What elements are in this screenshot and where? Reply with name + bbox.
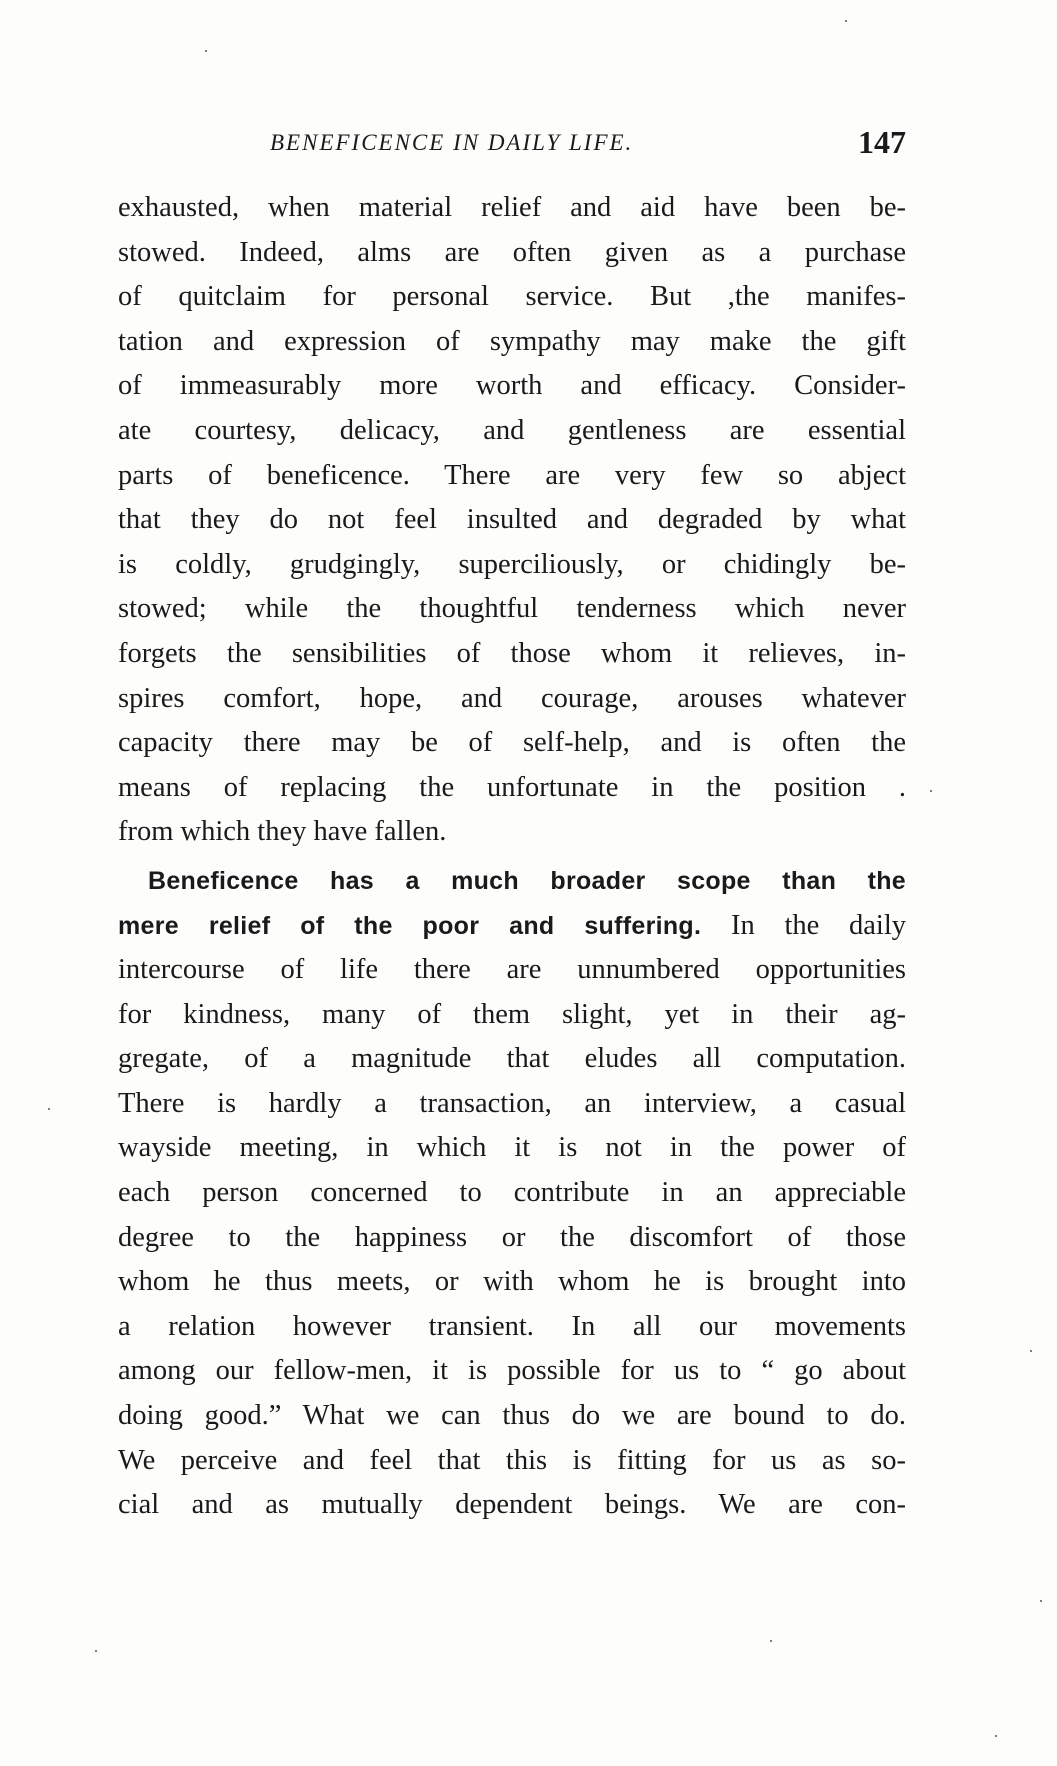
text-line: We perceive and feel that this is fitting for us as so- — [118, 1444, 906, 1476]
scan-speck — [995, 1735, 997, 1737]
scan-speck — [1030, 1350, 1032, 1352]
text-line: doing good.” What we can thus do we are bound to do. — [118, 1400, 906, 1432]
text-line: exhausted, when material relief and aid have been be- — [118, 192, 906, 223]
paragraph-2 — [118, 859, 906, 1528]
text-line: intercourse of life there are unnumbered opportunities — [118, 954, 906, 986]
text-line — [118, 904, 906, 949]
body-text — [118, 186, 906, 1528]
bold-lead-phrase: mere relief of the poor and suffering. — [118, 911, 702, 940]
text-line: for kindness, many of them slight, yet in their ag- — [118, 998, 906, 1030]
running-title: BENEFICENCE IN DAILY LIFE. — [270, 130, 634, 155]
text-line: whom he thus meets, or with whom he is brought into — [118, 1266, 906, 1298]
text-line: degree to the happiness or the discomfort of those — [118, 1221, 906, 1253]
scan-speck — [48, 1108, 50, 1110]
text-line: capacity there may be of self-help, and is often the — [118, 727, 906, 759]
text-line: is coldly, grudgingly, superciliously, or chidingly be- — [118, 548, 906, 580]
text-line: from which they have fallen. — [118, 816, 447, 848]
scan-speck — [930, 790, 932, 792]
page-number: 147 — [858, 124, 906, 160]
text-line: of quitclaim for personal service. But ,the manifes- — [118, 281, 906, 313]
text-line: spires comfort, hope, and courage, arouses whatever — [118, 682, 906, 714]
text-line: tation and expression of sympathy may make the gift — [118, 325, 906, 357]
text-line: of immeasurably more worth and efficacy. Consider- — [118, 370, 906, 402]
scan-speck — [205, 50, 207, 52]
paragraph-1 — [118, 186, 906, 855]
text-line: each person concerned to contribute in an appreciable — [118, 1177, 906, 1209]
text-line: gregate, of a magnitude that eludes all computation. — [118, 1043, 906, 1075]
text-line: parts of beneficence. There are very few so abject — [118, 459, 906, 491]
text-line: stowed; while the thoughtful tenderness which never — [118, 593, 906, 625]
scan-speck — [95, 1650, 97, 1652]
text-line: There is hardly a transaction, an interview, a casual — [118, 1087, 906, 1119]
text-line: forgets the sensibilities of those whom it relieves, in- — [118, 637, 906, 669]
text-line: means of replacing the unfortunate in the position . — [118, 771, 906, 803]
text-line: ate courtesy, delicacy, and gentleness are essential — [118, 414, 906, 446]
text-line: that they do not feel insulted and degraded by what — [118, 504, 906, 536]
text-line: wayside meeting, in which it is not in the power of — [118, 1132, 906, 1164]
bold-lead-line: Beneficence has a much broader scope than the — [148, 866, 906, 895]
text-line-rest: In the daily — [701, 909, 906, 941]
scan-speck — [770, 1640, 772, 1642]
running-head — [118, 124, 906, 168]
scan-speck — [1040, 1600, 1042, 1602]
text-line: a relation however transient. In all our movements — [118, 1310, 906, 1342]
text-line: cial and as mutually dependent beings. We are con- — [118, 1489, 906, 1521]
text-line: among our fellow-men, it is possible for us to “ go about — [118, 1355, 906, 1387]
text-line: stowed. Indeed, alms are often given as a purchase — [118, 236, 906, 268]
scan-speck — [845, 20, 847, 22]
